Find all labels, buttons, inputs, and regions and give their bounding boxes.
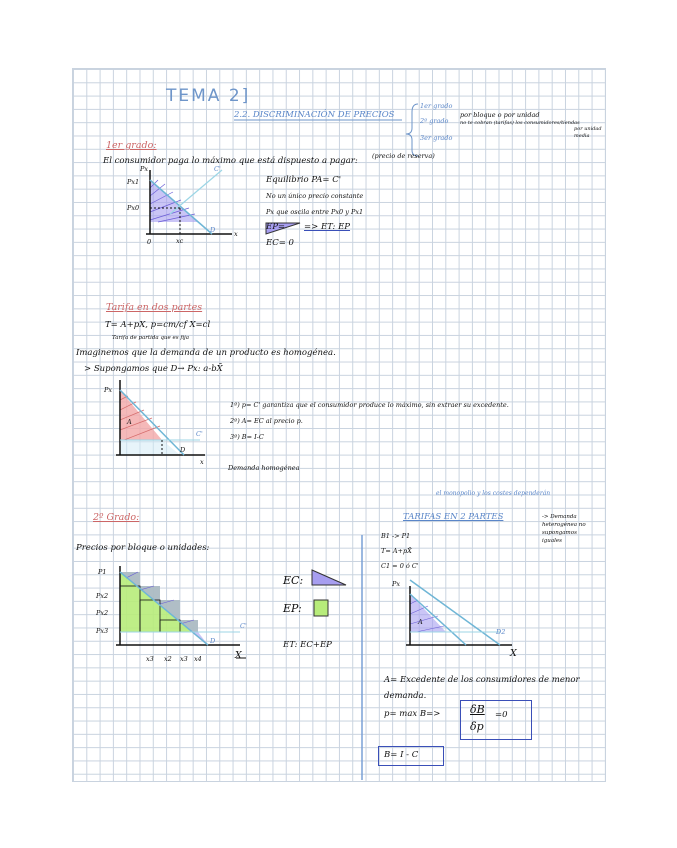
- axis-p-1: Px: [140, 165, 149, 173]
- area-a-4: A: [418, 618, 423, 626]
- et-sum: ET: EC+EP: [283, 640, 332, 650]
- curve-d-3: D: [210, 637, 216, 645]
- b-equals: B= I - C: [384, 750, 419, 760]
- grade-3: 3er grado: [420, 134, 453, 142]
- second-grade-line1: Precios por bloque o unidades:: [76, 543, 210, 553]
- tick-x-1: x2: [164, 655, 172, 663]
- grade-note-4: media: [574, 133, 590, 139]
- homogeneous-demand: Demanda homogénea: [228, 464, 300, 472]
- axis-p-4: Px: [392, 580, 401, 588]
- grade-1: 1er grado: [420, 102, 453, 110]
- section-title: 2.2. DISCRIMINACIÓN DE PRECIOS: [234, 110, 395, 120]
- axis-x-1: x: [234, 230, 238, 238]
- tick-px0: Px0: [127, 204, 140, 212]
- ep-label: EP=: [266, 222, 286, 232]
- tick-x-0: x3: [146, 655, 154, 663]
- frac-bot: δp: [470, 720, 484, 733]
- grades-brace: [406, 104, 418, 156]
- grade-note-2: no te cobran (tarifas) los consumidores/tiendas: [460, 120, 580, 126]
- tick-zero: 0: [147, 238, 152, 246]
- third-line-a: A= Excedente de los consumidores de menor demanda.: [384, 675, 580, 701]
- ec-mini-triangle: [312, 570, 346, 585]
- tick-x-2: x3: [180, 655, 188, 663]
- second-grade-heading: 2º Grado:: [93, 512, 140, 523]
- heterogeneous-note: -> Demanda heterogénea no supongamos iguales: [542, 514, 586, 544]
- tick-xc: xc: [176, 237, 184, 245]
- tick-y-1: Px2: [96, 592, 109, 600]
- axis-x-2: x: [200, 458, 204, 466]
- two-part-formula: T= A+pX, p=cm/cf X=cl: [105, 320, 211, 330]
- grade-note-1: por bloque o por unidad: [460, 111, 540, 119]
- axis-p-2: Px: [104, 386, 113, 394]
- tick-x-3: x4: [194, 655, 202, 663]
- axis-x-4: X: [510, 648, 517, 659]
- curve-c-3: C': [240, 622, 247, 630]
- first-grade-line1: El consumidor paga lo máximo que está dispuesto a pagar:: [103, 156, 358, 166]
- third-b: B1 -> P1: [381, 532, 411, 540]
- tick-y-3: Px3: [96, 627, 109, 635]
- ep-mini-square: [314, 600, 328, 616]
- tick-y-0: P1: [98, 568, 107, 576]
- et-equals-ep: => ET: EP: [304, 222, 351, 232]
- two-part-note: Tarifa de partida que es fija: [112, 335, 189, 341]
- curve-d2: D2: [496, 628, 506, 636]
- third-t: T= A+pX̄: [381, 547, 412, 555]
- area-a-2: A: [127, 418, 132, 426]
- page-title: TEMA 2]: [166, 86, 251, 106]
- frac-top: δB: [470, 703, 485, 716]
- ep-label-2: EP:: [283, 602, 302, 615]
- tick-px1: Px1: [127, 178, 140, 186]
- third-c: C1 = 0 ó C': [381, 562, 419, 570]
- step-1: 1º) p= C' garantiza que el consumidor produce lo máximo, sin extraer su excedente.: [230, 401, 509, 409]
- frac-eq: =0: [495, 710, 508, 720]
- tick-y-2: Px2: [96, 609, 109, 617]
- first-grade-heading: 1er grado:: [106, 140, 157, 151]
- step-3: 3º) B= I-C: [230, 433, 264, 441]
- third-grade-heading: TARIFAS EN 2 PARTES: [403, 512, 504, 522]
- step-2: 2º) A= EC al precio p.: [230, 417, 303, 425]
- grade-2: 2º grado: [420, 117, 449, 125]
- first-grade-eq3: Px que oscila entre Px0 y Px1: [266, 208, 364, 216]
- ec-label-2: EC:: [283, 574, 304, 587]
- two-part-line2: > Supongamos que D→ Px: a-bX̄: [84, 364, 223, 374]
- curve-d-2: D: [180, 446, 186, 454]
- cost-line: [170, 170, 222, 214]
- monopoly-note: el monopolio y los costes dependerán: [436, 490, 551, 497]
- two-part-heading: Tarifa en dos partes: [106, 302, 203, 313]
- ec-zero: EC= 0: [266, 238, 294, 248]
- reserve-price-note: (precio de reserva): [372, 152, 435, 160]
- p-max: p= max B=>: [384, 709, 441, 719]
- first-grade-eq1: Equilibrio PA= C': [266, 175, 342, 185]
- curve-d-1: D: [210, 226, 216, 234]
- curve-c-1: C': [214, 165, 221, 173]
- axis-x-3: X: [235, 650, 242, 661]
- two-part-line1: Imaginemos que la demanda de un producto es homogénea.: [76, 348, 336, 358]
- curve-c-2: C': [196, 430, 203, 438]
- first-grade-eq2: No un único precio constante: [266, 192, 364, 200]
- grade-note-3: por unidad: [574, 126, 602, 132]
